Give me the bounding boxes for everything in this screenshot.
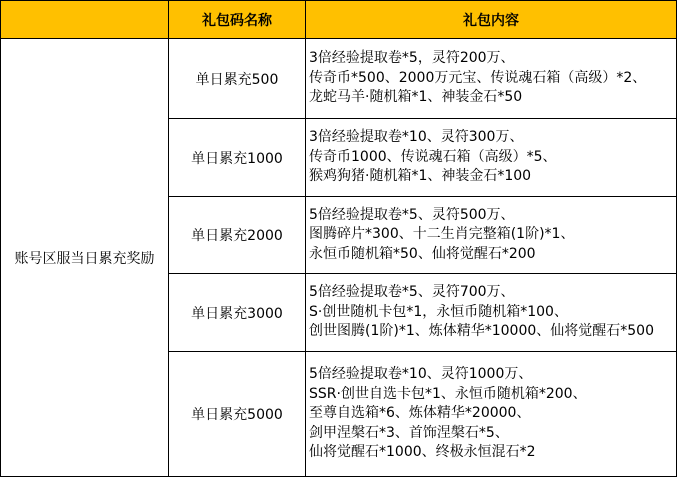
gift-content (306, 197, 677, 274)
content-line: 龙蛇马羊·随机箱*1、神装金石*50 (309, 89, 523, 106)
gift-content (306, 119, 677, 197)
content-line: 图腾碎片*300、十二生肖完整箱(1阶)*1、 (309, 226, 575, 243)
content-line: 3倍经验提取卷*10、灵符300万、 (309, 129, 524, 146)
gift-content (306, 352, 677, 477)
content-line: 创世图腾(1阶)*1、炼体精华*10000、仙将觉醒石*500 (309, 323, 654, 340)
content-line: S·创世随机卡包*1，永恒币随机箱*100、 (309, 303, 568, 320)
content-line: 3倍经验提取卷*5，灵符200万、 (309, 50, 515, 67)
header-content: 礼包内容 (306, 1, 677, 39)
gift-content (306, 274, 677, 352)
gift-code-name: 单日累充2000 (169, 197, 306, 274)
content-line: 5倍经验提取卷*10、灵符1000万、 (309, 366, 533, 383)
content-line: 猴鸡狗猪·随机箱*1、神装金石*100 (309, 168, 532, 185)
gift-code-name: 单日累充1000 (169, 119, 306, 197)
content-line: 5倍经验提取卷*5、灵符700万、 (309, 284, 515, 301)
gift-content (306, 39, 677, 119)
gift-code-name: 单日累充3000 (169, 274, 306, 352)
header-category (1, 1, 169, 39)
content-line: 传奇币1000、传说魂石箱（高级）*5、 (309, 148, 557, 165)
content-line: 永恒币随机箱*50、仙将觉醒石*200 (309, 245, 536, 262)
gift-code-name: 单日累充5000 (169, 352, 306, 477)
header-code-name: 礼包码名称 (169, 1, 306, 39)
table-row (1, 39, 677, 119)
gift-code-name: 单日累充500 (169, 39, 306, 119)
content-line: SSR·创世自选卡包*1、永恒币随机箱*200、 (309, 385, 587, 402)
content-line: 至尊自选箱*6、炼体精华*20000、 (309, 405, 531, 422)
content-line: 仙将觉醒石*1000、终极永恒混石*2 (309, 444, 536, 461)
content-line: 传奇币*500、2000万元宝、传说魂石箱（高级）*2、 (309, 69, 647, 86)
header-row (1, 1, 677, 39)
category-cell: 账号区服当日累充奖励 (1, 39, 169, 477)
content-line: 剑甲涅槃石*3、首饰涅槃石*5、 (309, 424, 509, 441)
content-line: 5倍经验提取卷*5、灵符500万、 (309, 206, 515, 223)
